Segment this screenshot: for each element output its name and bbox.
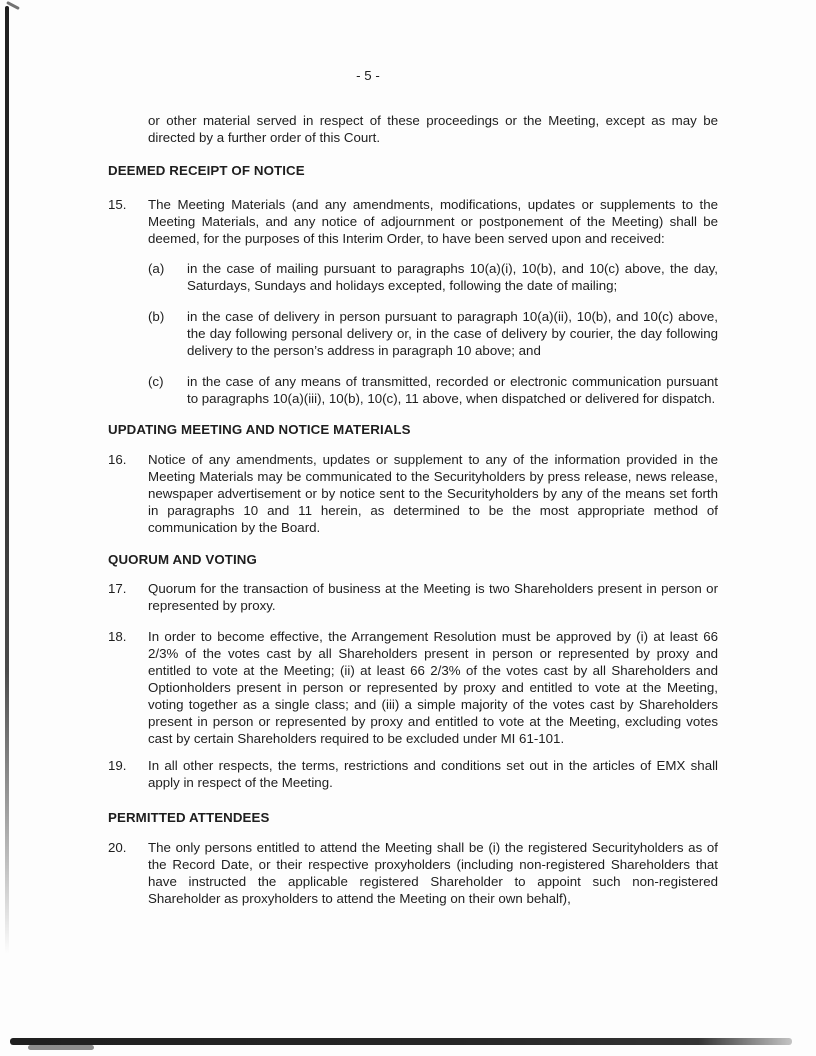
page-number: - 5 -	[356, 68, 380, 83]
paragraph-15	[108, 196, 718, 247]
paragraph-15-item-a	[148, 260, 718, 294]
paragraph-16-number: 16.	[108, 452, 127, 467]
continuation-paragraph: or other material served in respect of these proceedings or the Meeting, except as may be directed by a further order of this Court.	[148, 113, 718, 145]
paragraph-15-item-a-text: in the case of mailing pursuant to paragraphs 10(a)(i), 10(b), and 10(c) above, the day, Saturdays, Sundays and holidays excepted, following the date of mailing;	[187, 261, 718, 293]
paragraph-20	[108, 839, 718, 907]
section-heading-permitted-attendees: PERMITTED ATTENDEES	[108, 810, 270, 825]
paragraph-18-number: 18.	[108, 629, 127, 644]
paragraph-19-text: In all other respects, the terms, restrictions and conditions set out in the articles of EMX shall apply in respect of the Meeting.	[148, 758, 718, 790]
scan-artifact-bottom-edge	[10, 1038, 792, 1045]
paragraph-16	[108, 451, 718, 536]
paragraph-15-item-b-label: (b)	[148, 309, 165, 324]
document-body	[108, 0, 718, 907]
paragraph-15-item-c-text: in the case of any means of transmitted, recorded or electronic communication pursuant to paragraphs 10(a)(iii), 10(b), 10(c), 11 above, when dispatched or delivered for dispatch.	[187, 374, 718, 406]
paragraph-17-text: Quorum for the transaction of business at the Meeting is two Shareholders present in person or represented by proxy.	[148, 581, 718, 613]
paragraph-17-number: 17.	[108, 581, 127, 596]
paragraph-20-number: 20.	[108, 840, 127, 855]
paragraph-20-text: The only persons entitled to attend the Meeting shall be (i) the registered Securityholders as of the Record Date, or their respective proxyholders (including non-registered Shareholders that have instructed the applicable registered Shareholder to appoint such non-registered Shareholder as proxyholders to attend the Meeting on their own behalf),	[148, 840, 718, 906]
paragraph-15-text: The Meeting Materials (and any amendments, modifications, updates or supplements to the Meeting Materials, and any notice of adjournment or postponement of the Meeting) shall be deemed, for the purposes of this Interim Order, to have been served upon and received:	[148, 197, 718, 246]
paragraph-15-item-b	[148, 308, 718, 359]
paragraph-18-text: In order to become effective, the Arrangement Resolution must be approved by (i) at least 66 2/3% of the votes cast by all Shareholders present in person or represented by proxy and entitled to vote at the Meeting; (ii) at least 66 2/3% of the votes cast by all Shareholders and Optionholders present in person or represented by proxy and entitled to vote at the Meeting, voting together as a single class; and (iii) a simple majority of the votes cast by Shareholders present in person or represented by proxy and entitled to vote at the Meeting, excluding votes cast by certain Shareholders required to be excluded under MI 61-101.	[148, 629, 718, 746]
paragraph-15-item-b-text: in the case of delivery in person pursuant to paragraph 10(a)(ii), 10(b), and 10(c) above, the day following personal delivery or, in the case of delivery by courier, the day following delivery to the person’s address in paragraph 10 above; and	[187, 309, 718, 358]
section-heading-deemed-receipt-of-notice: DEEMED RECEIPT OF NOTICE	[108, 163, 305, 178]
paragraph-15-item-a-label: (a)	[148, 261, 165, 276]
paragraph-19-number: 19.	[108, 758, 127, 773]
scan-artifact-bottom-blob	[28, 1045, 94, 1050]
paragraph-18	[108, 628, 718, 747]
section-heading-quorum-and-voting: QUORUM AND VOTING	[108, 552, 257, 567]
paragraph-15-number: 15.	[108, 197, 127, 212]
scan-artifact-left-edge	[5, 6, 9, 954]
paragraph-15-item-c	[148, 373, 718, 407]
section-heading-updating-meeting-and-notice-materials: UPDATING MEETING AND NOTICE MATERIALS	[108, 422, 411, 437]
paragraph-19	[108, 757, 718, 791]
paragraph-16-text: Notice of any amendments, updates or supplement to any of the information provided in the Meeting Materials may be communicated to the Securityholders by press release, news release, newspaper advertisement or by notice sent to the Securityholders by any of the means set forth in paragraphs 10 and 11 herein, as determined to be the most appropriate method of communication by the Board.	[148, 452, 718, 535]
paragraph-17	[108, 580, 718, 614]
paragraph-15-item-c-label: (c)	[148, 374, 164, 389]
